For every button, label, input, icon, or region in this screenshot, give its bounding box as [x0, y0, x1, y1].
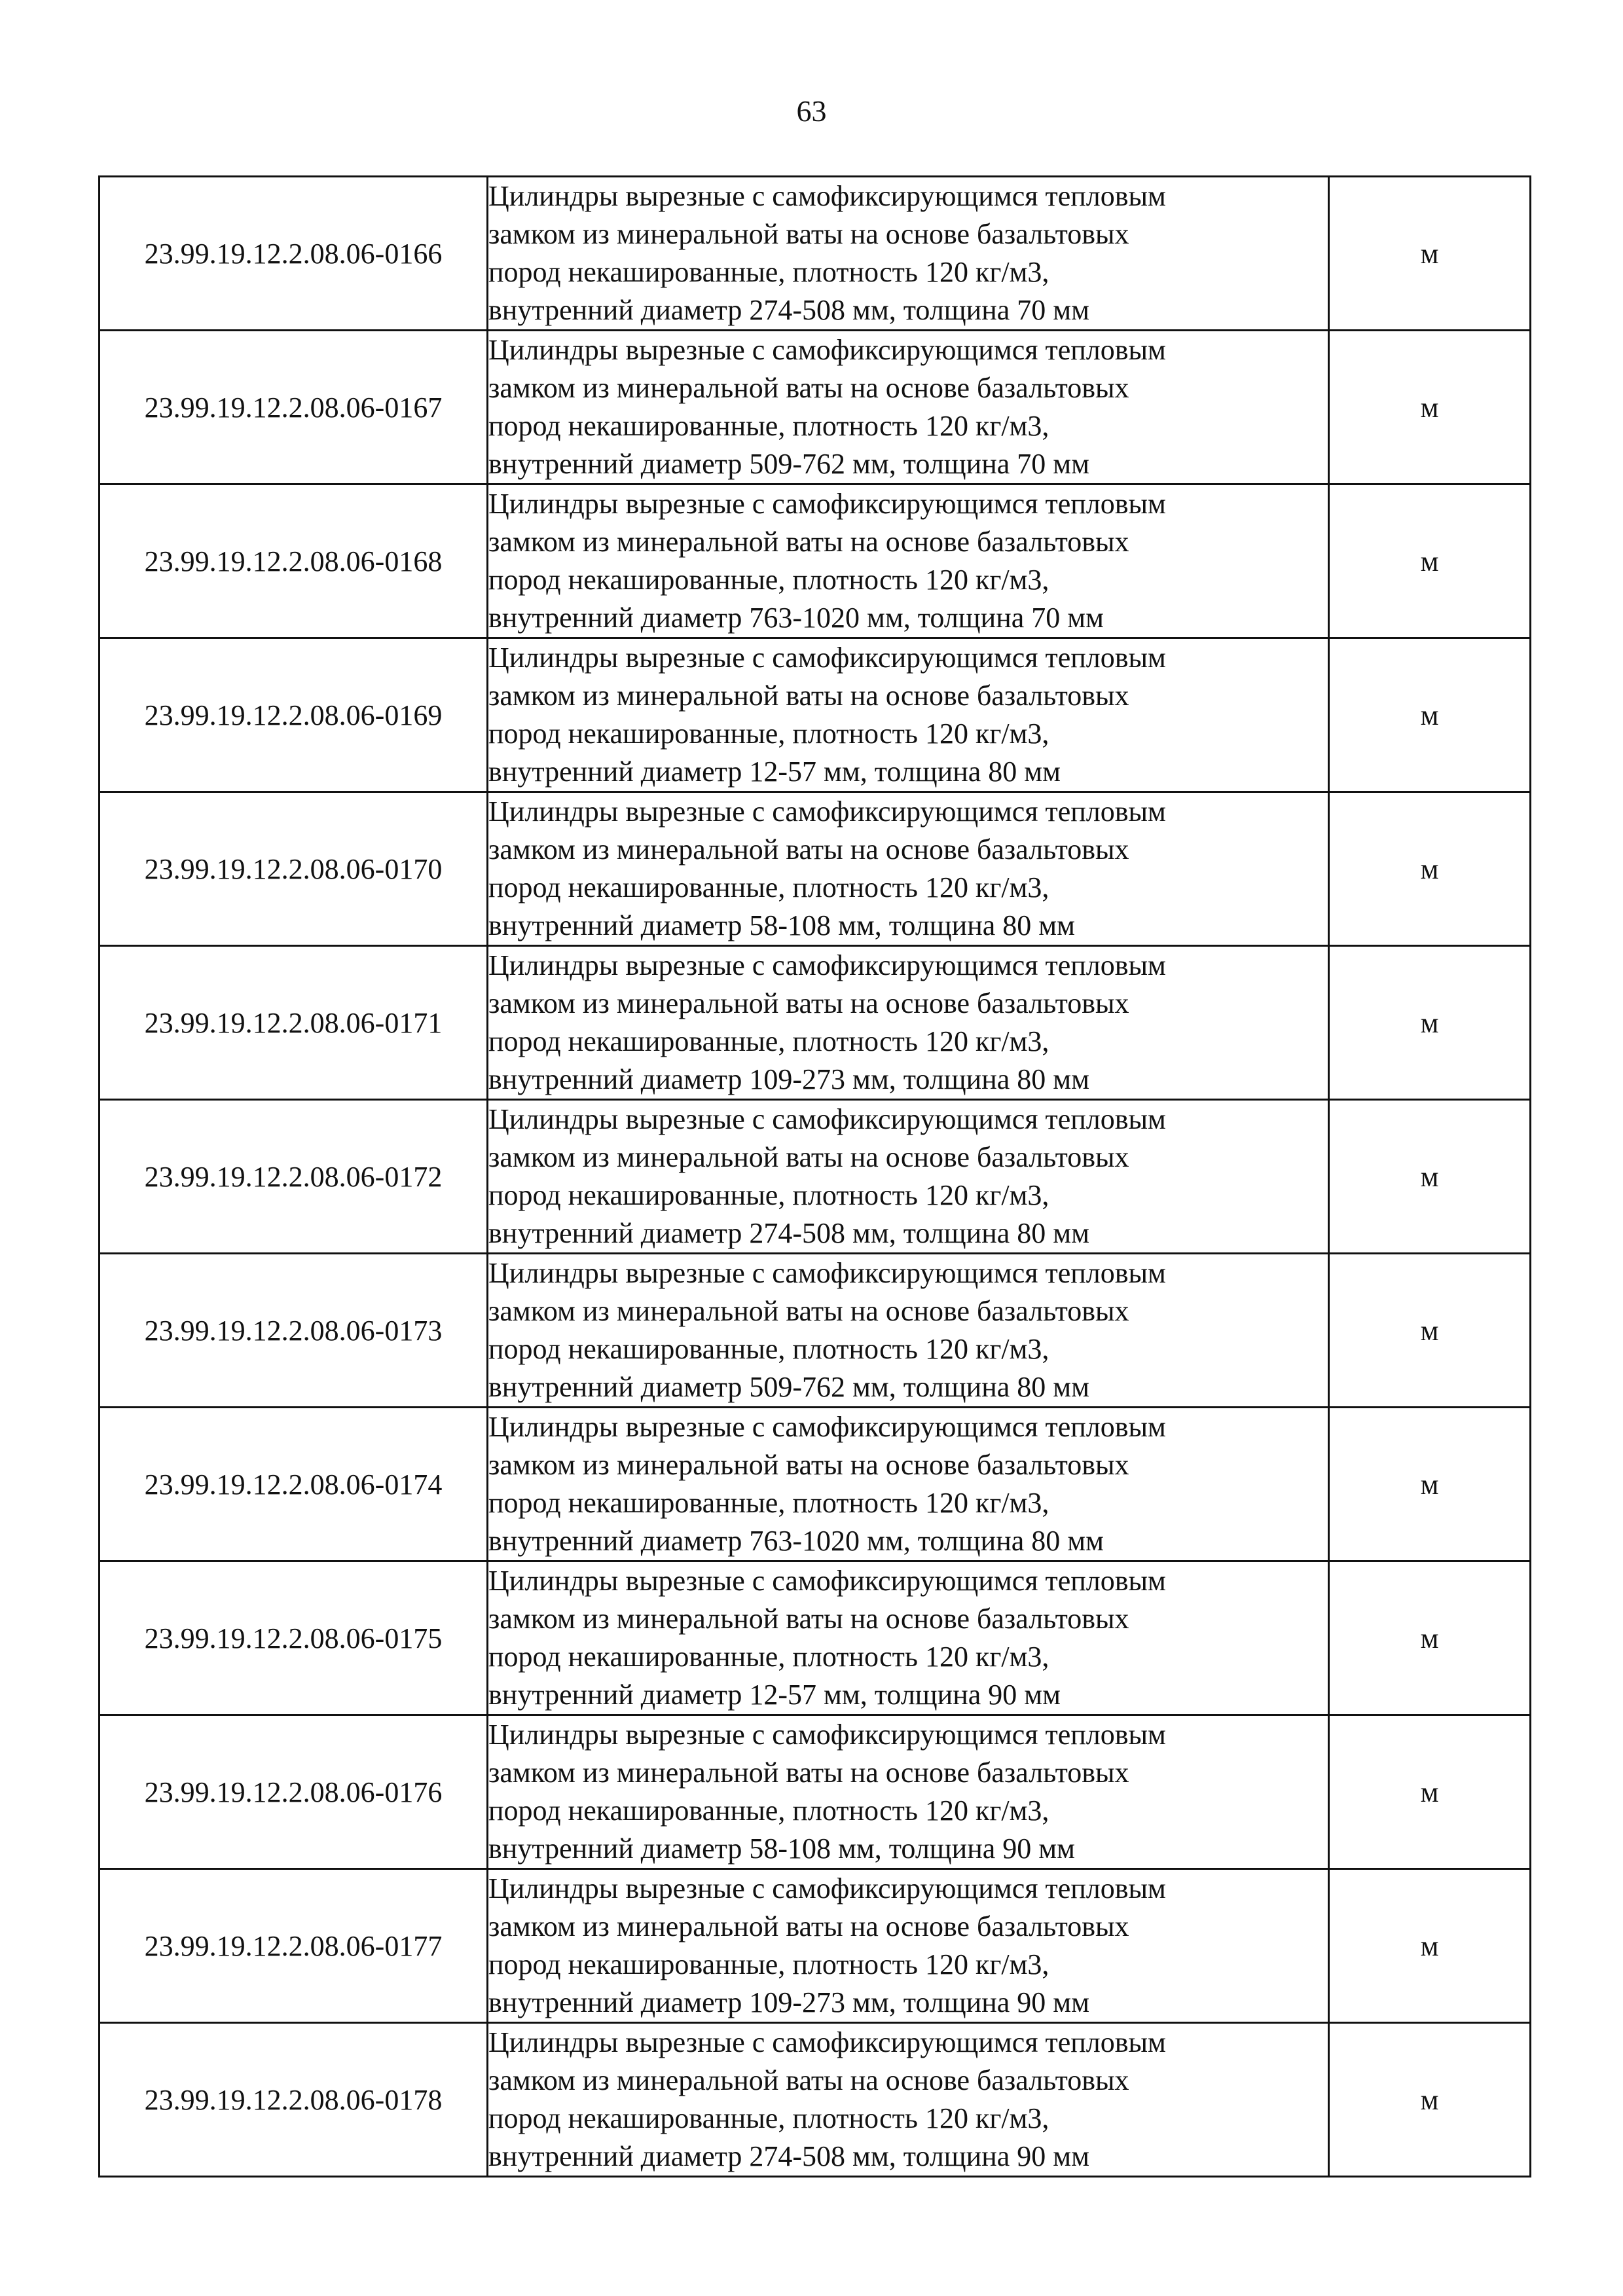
item-unit: м — [1329, 1869, 1531, 2023]
item-unit: м — [1329, 484, 1531, 638]
table-row — [100, 946, 1531, 1100]
description-line: Цилиндры вырезные с самофиксирующимся тепловым — [488, 642, 1166, 674]
description-line: пород некашированные, плотность 120 кг/м3, — [488, 871, 1049, 903]
description-line: замком из минеральной ваты на основе базальтовых — [488, 1449, 1129, 1481]
description-line: пород некашированные, плотность 120 кг/м3, — [488, 1641, 1049, 1673]
description-line: замком из минеральной ваты на основе базальтовых — [488, 218, 1129, 250]
description-line: замком из минеральной ваты на основе базальтовых — [488, 680, 1129, 712]
description-line: внутренний диаметр 12-57 мм, толщина 80 мм — [488, 756, 1061, 788]
description-line: замком из минеральной ваты на основе базальтовых — [488, 2064, 1129, 2096]
description-line: Цилиндры вырезные с самофиксирующимся тепловым — [488, 1257, 1166, 1289]
table-row — [100, 1715, 1531, 1869]
page-number: 63 — [796, 94, 827, 128]
item-code: 23.99.19.12.2.08.06-0178 — [100, 2023, 488, 2177]
catalog-table — [98, 175, 1531, 2178]
description-line: замком из минеральной ваты на основе базальтовых — [488, 1295, 1129, 1327]
table-row — [100, 1254, 1531, 1408]
description-line: пород некашированные, плотность 120 кг/м3, — [488, 1179, 1049, 1211]
table-row — [100, 177, 1531, 331]
item-code: 23.99.19.12.2.08.06-0172 — [100, 1100, 488, 1254]
catalog-table-body — [100, 177, 1531, 2177]
item-description — [488, 946, 1329, 1100]
description-line: Цилиндры вырезные с самофиксирующимся тепловым — [488, 1719, 1166, 1751]
item-description — [488, 1715, 1329, 1869]
description-line: Цилиндры вырезные с самофиксирующимся тепловым — [488, 1103, 1166, 1135]
description-line: Цилиндры вырезные с самофиксирующимся тепловым — [488, 2026, 1166, 2058]
item-unit: м — [1329, 946, 1531, 1100]
description-line: пород некашированные, плотность 120 кг/м3, — [488, 1487, 1049, 1519]
item-code: 23.99.19.12.2.08.06-0171 — [100, 946, 488, 1100]
description-line: внутренний диаметр 274-508 мм, толщина 90 мм — [488, 2140, 1089, 2172]
item-description — [488, 177, 1329, 331]
description-line: пород некашированные, плотность 120 кг/м3, — [488, 256, 1049, 288]
item-code: 23.99.19.12.2.08.06-0175 — [100, 1561, 488, 1715]
description-line: внутренний диаметр 509-762 мм, толщина 70 мм — [488, 448, 1089, 480]
item-code: 23.99.19.12.2.08.06-0174 — [100, 1408, 488, 1561]
description-line: замком из минеральной ваты на основе базальтовых — [488, 1603, 1129, 1635]
description-line: Цилиндры вырезные с самофиксирующимся тепловым — [488, 334, 1166, 366]
item-code: 23.99.19.12.2.08.06-0168 — [100, 484, 488, 638]
description-line: Цилиндры вырезные с самофиксирующимся тепловым — [488, 180, 1166, 212]
item-description — [488, 1408, 1329, 1561]
item-unit: м — [1329, 792, 1531, 946]
table-row — [100, 638, 1531, 792]
description-line: пород некашированные, плотность 120 кг/м3, — [488, 1025, 1049, 1057]
item-code: 23.99.19.12.2.08.06-0167 — [100, 331, 488, 484]
description-line: внутренний диаметр 12-57 мм, толщина 90 мм — [488, 1679, 1061, 1711]
item-unit: м — [1329, 2023, 1531, 2177]
item-description — [488, 1100, 1329, 1254]
description-line: замком из минеральной ваты на основе базальтовых — [488, 833, 1129, 866]
item-description — [488, 792, 1329, 946]
description-line: пород некашированные, плотность 120 кг/м3, — [488, 718, 1049, 750]
item-unit: м — [1329, 331, 1531, 484]
item-description — [488, 331, 1329, 484]
description-line: пород некашированные, плотность 120 кг/м3, — [488, 1948, 1049, 1980]
item-unit: м — [1329, 638, 1531, 792]
item-code: 23.99.19.12.2.08.06-0173 — [100, 1254, 488, 1408]
description-line: замком из минеральной ваты на основе базальтовых — [488, 372, 1129, 404]
description-line: пород некашированные, плотность 120 кг/м3, — [488, 1333, 1049, 1365]
description-line: Цилиндры вырезные с самофиксирующимся тепловым — [488, 949, 1166, 981]
description-line: пород некашированные, плотность 120 кг/м3, — [488, 1795, 1049, 1827]
description-line: внутренний диаметр 509-762 мм, толщина 80 мм — [488, 1371, 1089, 1403]
item-description — [488, 638, 1329, 792]
item-code: 23.99.19.12.2.08.06-0166 — [100, 177, 488, 331]
description-line: внутренний диаметр 274-508 мм, толщина 70 мм — [488, 294, 1089, 326]
table-row — [100, 1100, 1531, 1254]
table-row — [100, 1408, 1531, 1561]
table-row — [100, 792, 1531, 946]
item-description — [488, 1869, 1329, 2023]
table-row — [100, 331, 1531, 484]
description-line: Цилиндры вырезные с самофиксирующимся тепловым — [488, 1872, 1166, 1904]
table-row — [100, 2023, 1531, 2177]
description-line: пород некашированные, плотность 120 кг/м3, — [488, 2102, 1049, 2134]
description-line: внутренний диаметр 763-1020 мм, толщина 70 мм — [488, 602, 1104, 634]
item-unit: м — [1329, 1715, 1531, 1869]
description-line: Цилиндры вырезные с самофиксирующимся тепловым — [488, 488, 1166, 520]
description-line: внутренний диаметр 58-108 мм, толщина 80 мм — [488, 909, 1075, 941]
description-line: замком из минеральной ваты на основе базальтовых — [488, 1141, 1129, 1173]
description-line: Цилиндры вырезные с самофиксирующимся тепловым — [488, 1411, 1166, 1443]
table-row — [100, 1561, 1531, 1715]
description-line: замком из минеральной ваты на основе базальтовых — [488, 1910, 1129, 1942]
item-description — [488, 484, 1329, 638]
description-line: внутренний диаметр 109-273 мм, толщина 80 мм — [488, 1063, 1089, 1095]
item-unit: м — [1329, 1100, 1531, 1254]
description-line: пород некашированные, плотность 120 кг/м3, — [488, 410, 1049, 442]
table-row — [100, 1869, 1531, 2023]
description-line: замком из минеральной ваты на основе базальтовых — [488, 987, 1129, 1019]
description-line: замком из минеральной ваты на основе базальтовых — [488, 1757, 1129, 1789]
description-line: внутренний диаметр 58-108 мм, толщина 90 мм — [488, 1832, 1075, 1865]
item-unit: м — [1329, 1408, 1531, 1561]
item-code: 23.99.19.12.2.08.06-0170 — [100, 792, 488, 946]
description-line: внутренний диаметр 763-1020 мм, толщина 80 мм — [488, 1525, 1104, 1557]
description-line: внутренний диаметр 274-508 мм, толщина 80 мм — [488, 1217, 1089, 1249]
description-line: замком из минеральной ваты на основе базальтовых — [488, 526, 1129, 558]
item-description — [488, 1254, 1329, 1408]
item-description — [488, 2023, 1329, 2177]
description-line: Цилиндры вырезные с самофиксирующимся тепловым — [488, 1565, 1166, 1597]
item-unit: м — [1329, 1561, 1531, 1715]
item-unit: м — [1329, 177, 1531, 331]
item-description — [488, 1561, 1329, 1715]
description-line: внутренний диаметр 109-273 мм, толщина 90 мм — [488, 1986, 1089, 2018]
item-unit: м — [1329, 1254, 1531, 1408]
item-code: 23.99.19.12.2.08.06-0176 — [100, 1715, 488, 1869]
description-line: Цилиндры вырезные с самофиксирующимся тепловым — [488, 795, 1166, 828]
item-code: 23.99.19.12.2.08.06-0177 — [100, 1869, 488, 2023]
description-line: пород некашированные, плотность 120 кг/м3, — [488, 564, 1049, 596]
item-code: 23.99.19.12.2.08.06-0169 — [100, 638, 488, 792]
table-row — [100, 484, 1531, 638]
